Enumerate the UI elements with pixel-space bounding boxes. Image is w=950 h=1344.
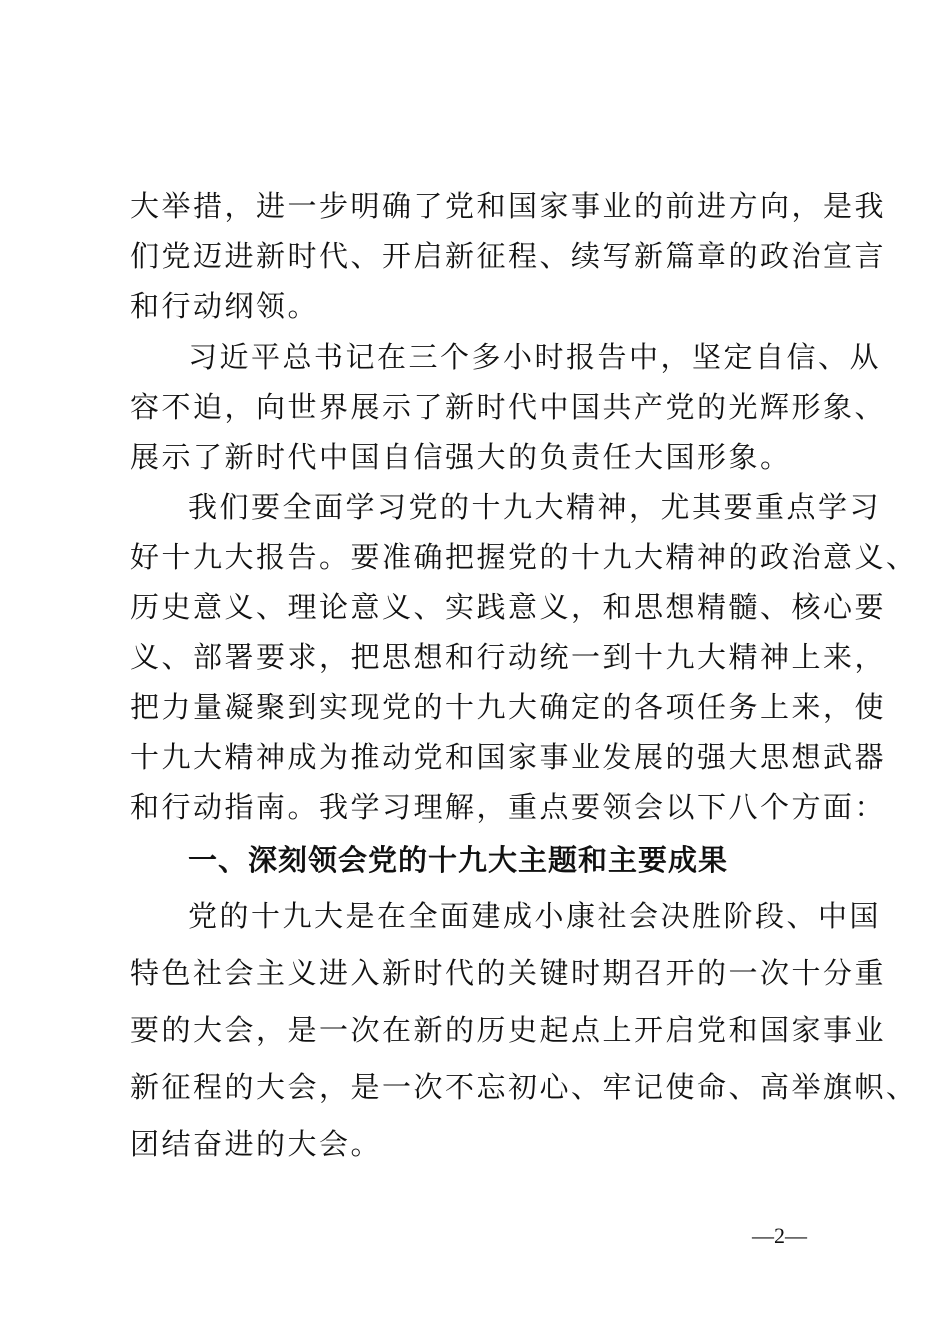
- paragraph-4-line-4: 新征程的大会，是一次不忘初心、牢记使命、高举旗帜、: [130, 1070, 918, 1104]
- paragraph-1-line-3: 和行动纲领。: [130, 289, 320, 323]
- paragraph-4-line-5: 团结奋进的大会。: [130, 1127, 383, 1161]
- paragraph-3-line-2: 好十九大报告。要准确把握党的十九大精神的政治意义、: [130, 540, 918, 574]
- paragraph-3-line-1: 我们要全面学习党的十九大精神，尤其要重点学习: [188, 490, 882, 524]
- paragraph-2-line-2: 容不迫，向世界展示了新时代中国共产党的光辉形象、: [130, 390, 887, 424]
- page-number: —2—: [752, 1223, 807, 1248]
- section-heading: 一、深刻领会党的十九大主题和主要成果: [188, 843, 729, 877]
- paragraph-1-line-2: 们党迈进新时代、开启新征程、续写新篇章的政治宣言: [130, 239, 887, 273]
- paragraph-4-line-1: 党的十九大是在全面建成小康社会决胜阶段、中国: [188, 899, 882, 933]
- paragraph-3-line-7: 和行动指南。我学习理解，重点要领会以下八个方面：: [130, 790, 887, 824]
- paragraph-1-line-1: 大举措，进一步明确了党和国家事业的前进方向，是我: [130, 189, 887, 223]
- paragraph-3-line-4: 义、部署要求，把思想和行动统一到十九大精神上来，: [130, 640, 887, 674]
- paragraph-3-line-3: 历史意义、理论意义、实践意义，和思想精髓、核心要: [130, 590, 887, 624]
- paragraph-3-line-6: 十九大精神成为推动党和国家事业发展的强大思想武器: [130, 740, 887, 774]
- paragraph-4-line-3: 要的大会，是一次在新的历史起点上开启党和国家事业: [130, 1013, 887, 1047]
- paragraph-2-line-3: 展示了新时代中国自信强大的负责任大国形象。: [130, 440, 792, 474]
- paragraph-4-line-2: 特色社会主义进入新时代的关键时期召开的一次十分重: [130, 956, 887, 990]
- paragraph-2-line-1: 习近平总书记在三个多小时报告中，坚定自信、从: [188, 340, 882, 374]
- paragraph-3-line-5: 把力量凝聚到实现党的十九大确定的各项任务上来，使: [130, 690, 887, 724]
